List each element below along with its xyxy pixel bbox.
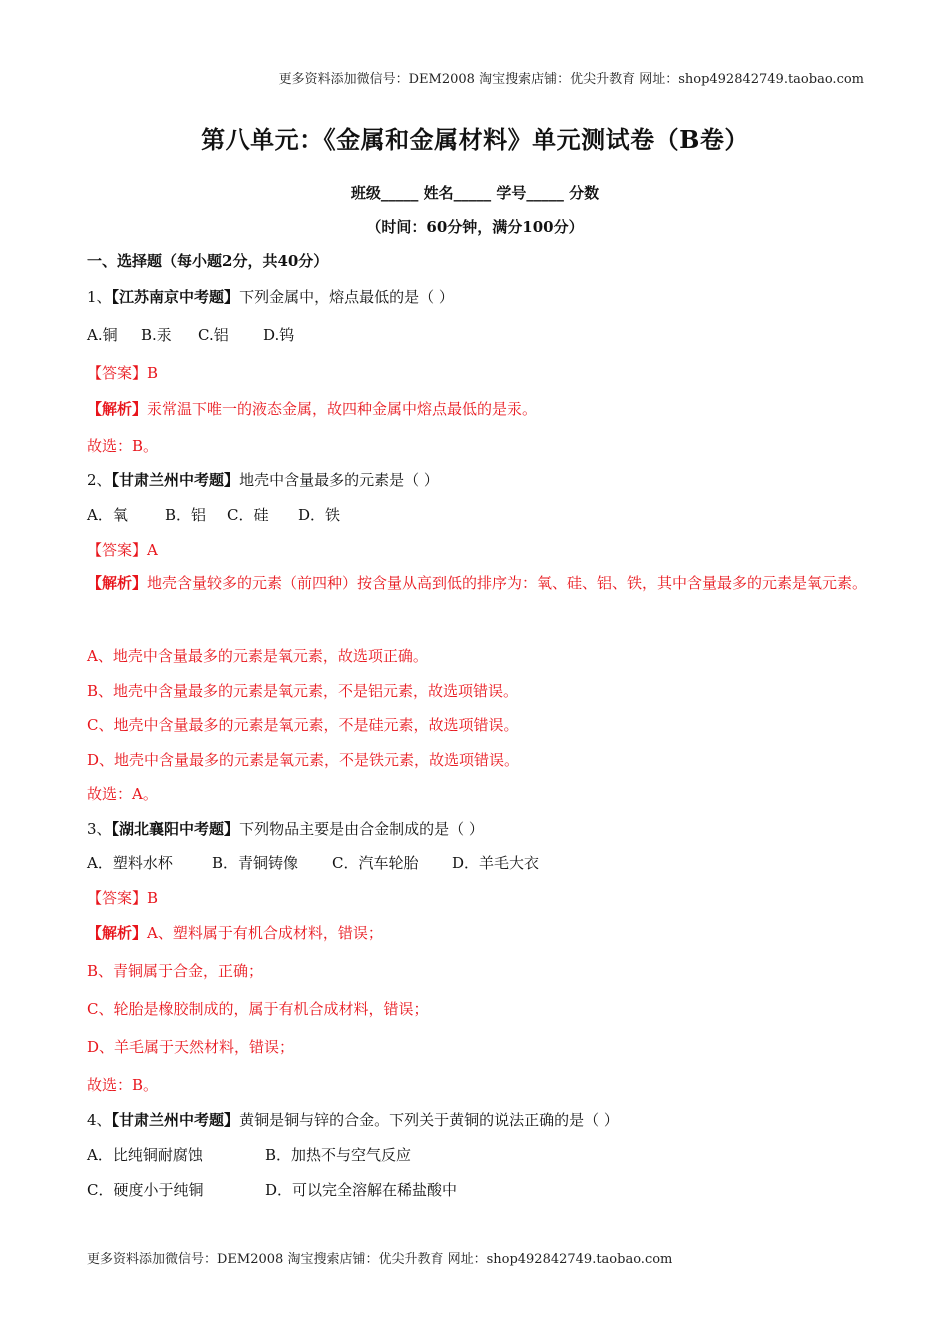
question-stem: 下列物品主要是由合金制成的是（ ） [239, 820, 484, 838]
analysis [87, 922, 877, 943]
analysis-text: A、塑料属于有机合成材料，错误； [147, 924, 383, 942]
option-d: D.钨 [263, 326, 295, 344]
question-3 [87, 818, 877, 839]
answer: 【答案】B [87, 889, 159, 907]
analysis-line: C、轮胎是橡胶制成的，属于有机合成材料，错误； [87, 1000, 429, 1018]
option-a: A.铜 [87, 326, 118, 344]
question-number: 1、 [87, 288, 112, 306]
option-b: B.汞 [141, 326, 172, 344]
question-4-options-row2 [87, 1179, 877, 1200]
analysis-text: 汞常温下唯一的液态金属，故四种金属中熔点最低的是汞。 [147, 400, 538, 418]
question-1 [87, 286, 877, 307]
question-number: 4、 [87, 1111, 112, 1129]
question-source: 【甘肃兰州中考题】 [111, 1111, 240, 1129]
analysis-label: 【解析】 [87, 924, 148, 942]
analysis-line: C、地壳中含量最多的元素是氧元素，不是硅元素，故选项错误。 [87, 716, 519, 734]
option-b: B．青铜铸像 [212, 854, 299, 872]
option-c: C．硅 [227, 506, 269, 524]
option-a: A．塑料水杯 [87, 854, 173, 872]
question-1-options [87, 324, 877, 345]
option-a: A．比纯铜耐腐蚀 [87, 1146, 203, 1164]
answer: 【答案】B [87, 364, 159, 382]
question-source: 【湖北襄阳中考题】 [111, 820, 240, 838]
question-number: 3、 [87, 820, 112, 838]
question-stem: 下列金属中，熔点最低的是（ ） [239, 288, 454, 306]
question-source: 【江苏南京中考题】 [111, 288, 240, 306]
conclusion: 故选：B。 [87, 437, 159, 455]
option-a: A．氧 [87, 506, 128, 524]
conclusion: 故选：A。 [87, 785, 158, 803]
page-footer: 更多资料添加微信号：DEM2008 淘宝搜索店铺：优尖升教育 网址：shop492842749.taobao.com [87, 1252, 673, 1267]
conclusion: 故选：B。 [87, 1076, 159, 1094]
option-c: C．硬度小于纯铜 [87, 1181, 204, 1199]
student-info: 班级_____ 姓名_____ 学号_____ 分数 [350, 184, 600, 202]
option-d: D．铁 [298, 506, 341, 524]
option-d: D．羊毛大衣 [452, 854, 540, 872]
analysis-line: D、羊毛属于天然材料，错误； [87, 1038, 295, 1056]
question-stem: 黄铜是铜与锌的合金。下列关于黄铜的说法正确的是（ ） [239, 1111, 619, 1129]
analysis-line: B、青铜属于合金，正确； [87, 962, 264, 980]
analysis-line: A、地壳中含量最多的元素是氧元素，故选项正确。 [87, 647, 428, 665]
analysis-label: 【解析】 [87, 400, 148, 418]
analysis-line: D、地壳中含量最多的元素是氧元素，不是铁元素，故选项错误。 [87, 751, 520, 769]
analysis [87, 398, 877, 419]
page-header: 更多资料添加微信号：DEM2008 淘宝搜索店铺：优尖升教育 网址：shop492842749.taobao.com [278, 72, 864, 87]
option-c: C．汽车轮胎 [332, 854, 419, 872]
time-info: （时间：60分钟，满分100分） [366, 218, 584, 236]
question-2-options [87, 504, 877, 525]
question-source: 【甘肃兰州中考题】 [111, 471, 240, 489]
option-d: D．可以完全溶解在稀盐酸中 [265, 1181, 458, 1199]
analysis-text: 地壳含量较多的元素（前四种）按含量从高到低的排序为：氧、硅、铝、铁，其中含量最多的元素是氧元素。 [147, 574, 868, 592]
question-4-options-row1 [87, 1144, 877, 1165]
question-2 [87, 469, 877, 490]
answer: 【答案】A [87, 541, 158, 559]
page-title: 第八单元：《金属和金属材料》单元测试卷（B卷） [201, 125, 749, 154]
analysis-label: 【解析】 [87, 574, 148, 592]
question-stem: 地壳中含量最多的元素是（ ） [239, 471, 439, 489]
option-b: B．加热不与空气反应 [265, 1146, 412, 1164]
analysis [87, 565, 877, 602]
option-b: B．铝 [165, 506, 207, 524]
analysis-line: B、地壳中含量最多的元素是氧元素，不是铝元素，故选项错误。 [87, 682, 519, 700]
option-c: C.铝 [198, 326, 229, 344]
question-4 [87, 1109, 877, 1130]
question-3-options [87, 852, 877, 873]
question-number: 2、 [87, 471, 112, 489]
section-heading: 一、选择题（每小题2分，共40分） [87, 252, 329, 270]
